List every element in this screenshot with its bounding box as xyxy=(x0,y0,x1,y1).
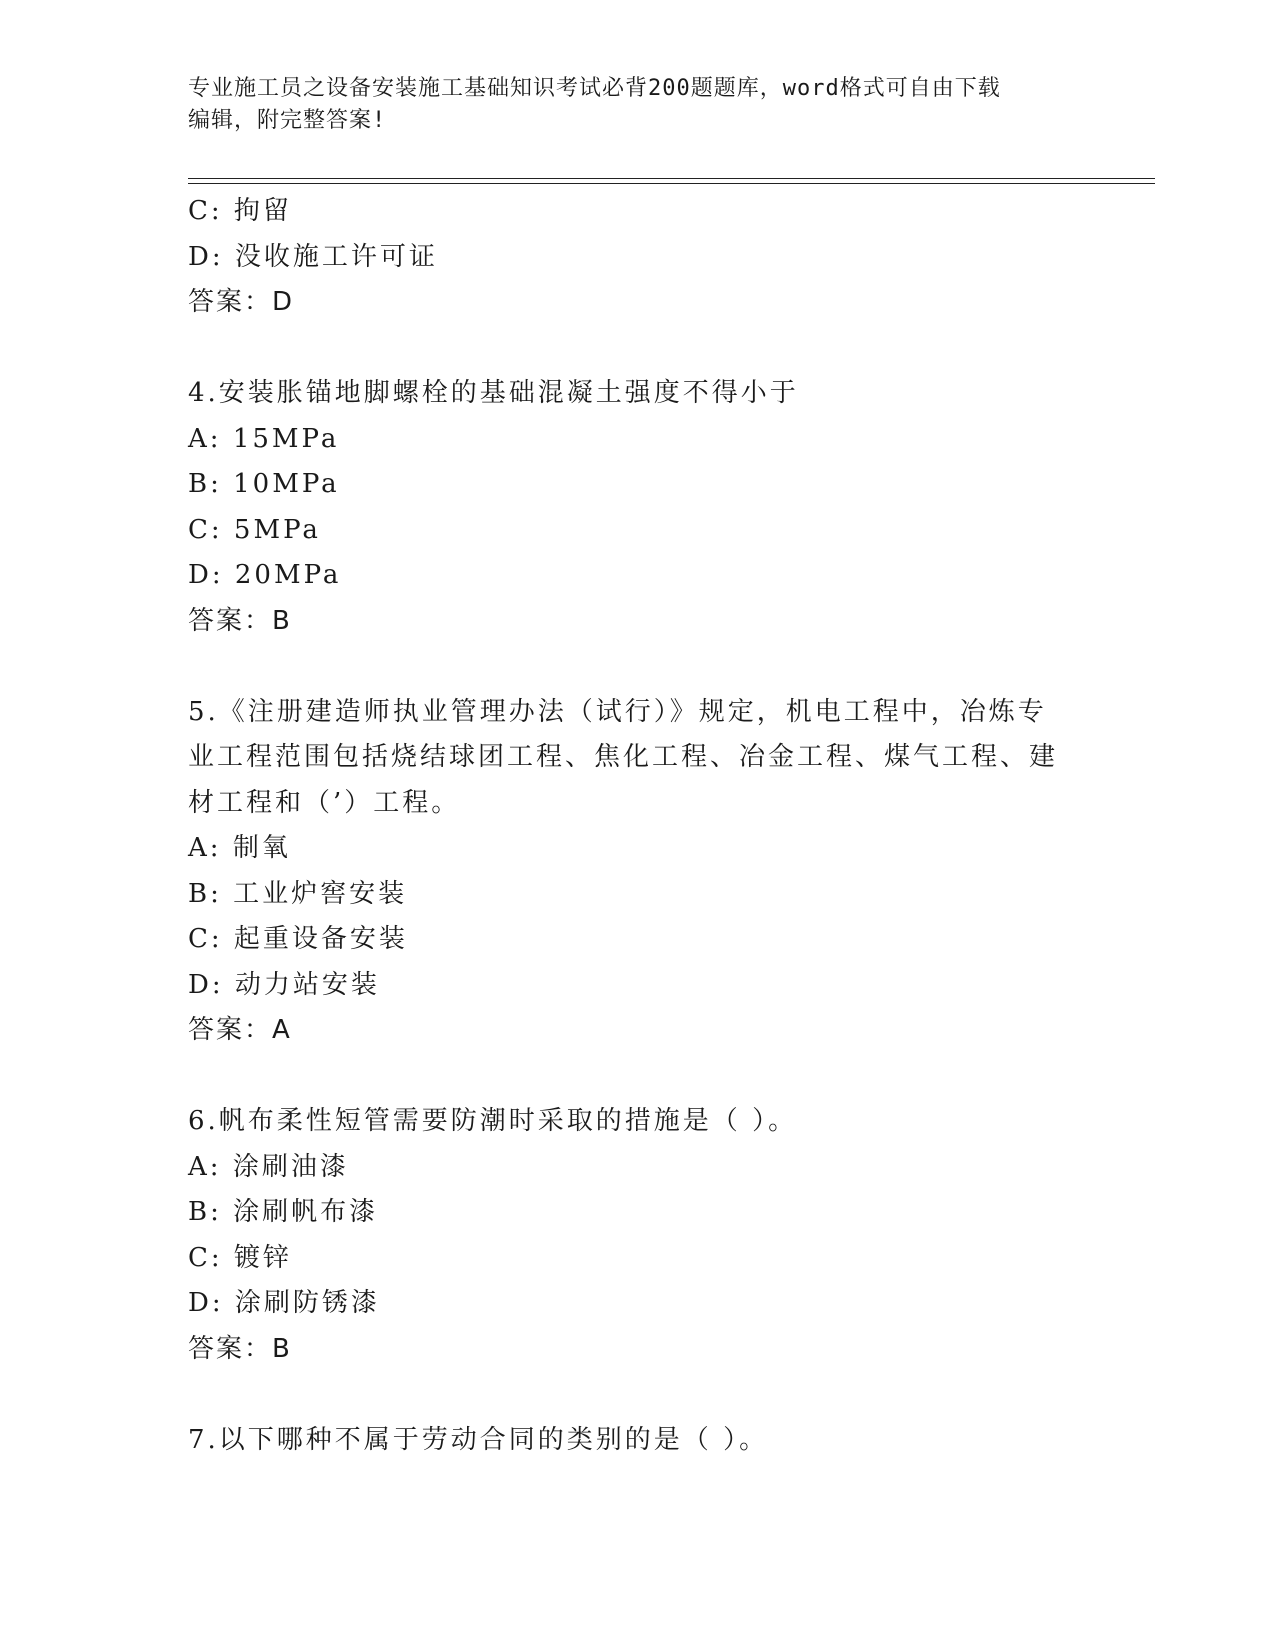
option-d xyxy=(188,553,1068,599)
option-label: A: xyxy=(188,423,222,454)
question-block-3 xyxy=(188,189,1068,326)
option-c xyxy=(188,508,1068,554)
option-text: 5MPa xyxy=(233,514,321,545)
option-a xyxy=(188,1145,1068,1191)
option-d xyxy=(188,1281,1068,1327)
option-c xyxy=(188,189,1068,235)
question-block-4 xyxy=(188,371,1068,644)
option-text: 工业炉窖安装 xyxy=(233,878,408,909)
question-block-5 xyxy=(188,690,1068,1054)
option-label: A: xyxy=(188,833,222,863)
spacer xyxy=(188,644,1068,690)
option-b xyxy=(188,1190,1068,1236)
option-c xyxy=(188,1236,1068,1282)
question-text-line-1: 5.《注册建造师执业管理办法（试行）》规定，机电工程中，冶炼专 xyxy=(188,696,1047,727)
option-text: 镀锌 xyxy=(233,1242,292,1273)
question-text: 7.以下哪种不属于劳动合同的类别的是（ ）。 xyxy=(188,1424,769,1455)
option-label: D: xyxy=(188,241,224,272)
option-text: 起重设备安装 xyxy=(233,924,408,954)
option-label: B: xyxy=(188,469,222,499)
option-label: C: xyxy=(188,924,223,954)
answer-line: 答案：A xyxy=(188,1015,292,1045)
option-label: D: xyxy=(188,969,224,1000)
option-text: 没收施工许可证 xyxy=(234,241,438,272)
option-b xyxy=(188,462,1068,508)
answer-line: 答案：D xyxy=(188,287,295,317)
option-label: C: xyxy=(188,196,223,226)
option-label: C: xyxy=(188,1242,223,1273)
answer-line: 答案：B xyxy=(188,1333,292,1364)
header-title-line-1: 专业施工员之设备安装施工基础知识考试必背200题题库，word格式可自由下载 xyxy=(188,76,1001,101)
question-block-6 xyxy=(188,1099,1068,1372)
question-text: 4.安装胀锚地脚螺栓的基础混凝土强度不得小于 xyxy=(188,378,799,408)
option-text: 拘留 xyxy=(233,196,292,226)
spacer xyxy=(188,1372,1068,1418)
option-label: D: xyxy=(188,1288,224,1318)
question-text-line-2: 业工程范围包括烧结球团工程、焦化工程、冶金工程、煤气工程、建 xyxy=(188,742,1059,772)
spacer xyxy=(188,1054,1068,1100)
option-text: 10MPa xyxy=(233,469,340,499)
document-header xyxy=(188,73,1088,137)
option-label: B: xyxy=(188,878,222,909)
option-label: C: xyxy=(188,514,223,545)
option-a xyxy=(188,826,1068,872)
header-title-line-2: 编辑，附完整答案! xyxy=(188,108,387,133)
option-label: D: xyxy=(188,560,224,590)
option-label: B: xyxy=(188,1197,222,1227)
header-divider-top xyxy=(188,178,1155,179)
option-b xyxy=(188,872,1068,918)
option-text: 15MPa xyxy=(232,423,340,454)
question-block-7 xyxy=(188,1418,1068,1464)
option-d xyxy=(188,235,1068,281)
option-text: 涂刷油漆 xyxy=(232,1151,349,1182)
option-text: 涂刷帆布漆 xyxy=(233,1197,379,1227)
header-divider-bottom xyxy=(188,183,1155,184)
option-text: 动力站安装 xyxy=(234,969,380,1000)
question-text-line-3: 材工程和（’）工程。 xyxy=(188,787,461,818)
option-text: 制氧 xyxy=(232,833,291,863)
question-list xyxy=(188,189,1068,1463)
question-text: 6.帆布柔性短管需要防潮时采取的措施是（ ）。 xyxy=(188,1106,798,1136)
option-c xyxy=(188,917,1068,963)
option-text: 20MPa xyxy=(234,560,342,590)
option-text: 涂刷防锈漆 xyxy=(234,1288,380,1318)
option-a xyxy=(188,417,1068,463)
answer-line: 答案：B xyxy=(188,605,292,636)
option-label: A: xyxy=(188,1151,222,1182)
spacer xyxy=(188,326,1068,372)
option-d xyxy=(188,963,1068,1009)
